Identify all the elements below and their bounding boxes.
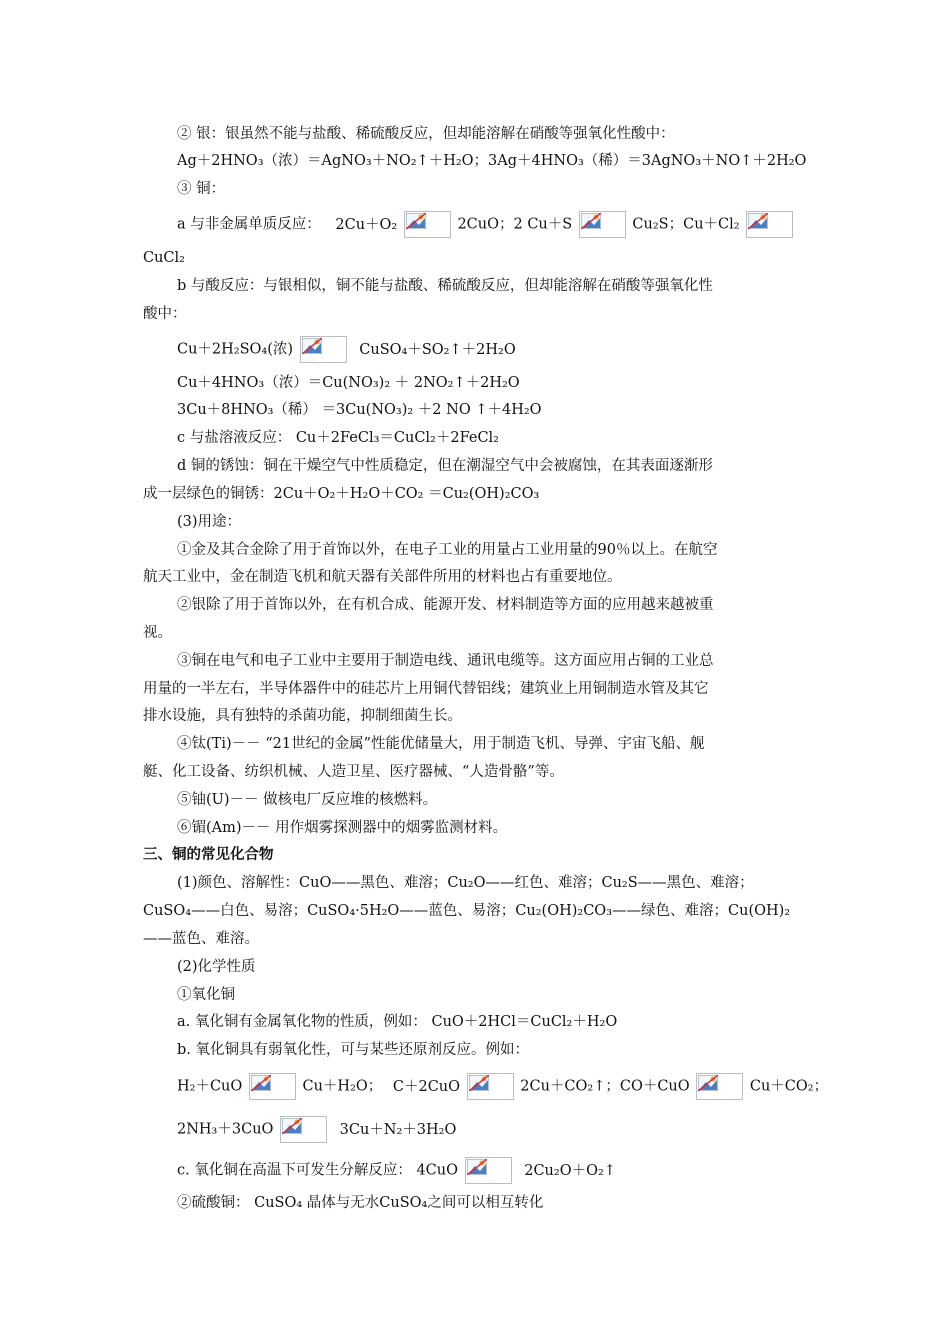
- eq-nh3-right: 3Cu＋N₂＋3H₂O: [339, 1121, 457, 1138]
- section3-p1-line3: ——蓝色、难溶。: [143, 931, 259, 947]
- eq-c-right: 2Cu＋CO₂↑；CO＋CuO: [520, 1078, 690, 1095]
- copper-b-line1: b 与酸反应：与银相似，铜不能与盐酸、稀硫酸反应，但却能溶解在硝酸等强氧化性: [177, 278, 713, 294]
- uses-2-line2: 视。: [143, 625, 172, 641]
- uses-1-line1: ①金及其合金除了用于首饰以外，在电子工业的用量占工业用量的90％以上。在航空: [177, 542, 718, 558]
- copper-a-eq2-right: Cu₂S；Cu＋Cl₂: [632, 216, 740, 233]
- nh3-line: [177, 1116, 456, 1143]
- uses-4-line2: 艇、化工设备、纺织机械、人造卫星、医疗器械、“人造骨骼”等。: [143, 764, 564, 780]
- uses-3-line1: ③铜在电气和电子工业中主要用于制造电线、通讯电缆等。这方面应用占铜的工业总: [177, 653, 714, 669]
- broken-image-icon: [465, 1157, 512, 1184]
- copper-a-label: a 与非金属单质反应：: [177, 216, 321, 233]
- broken-image-icon: [579, 211, 626, 238]
- eq-c-left: C＋2CuO: [392, 1078, 461, 1095]
- copper-a-eq1-right: 2CuO；2 Cu＋S: [457, 216, 573, 233]
- broken-image-icon: [300, 336, 347, 363]
- decomposition-right: 2Cu₂O＋O₂↑: [524, 1162, 616, 1179]
- section3-b-line: b. 氧化铜具有弱氧化性，可与某些还原剂反应。例如：: [177, 1042, 529, 1058]
- copper-b-eq1-right: CuSO₄＋SO₂↑＋2H₂O: [359, 341, 516, 358]
- decomposition-left: c. 氧化铜在高温下可发生分解反应： 4CuO: [177, 1162, 458, 1179]
- eq-h2-right: Cu＋H₂O；: [302, 1078, 383, 1095]
- broken-image-icon: [467, 1073, 514, 1100]
- broken-image-icon: [696, 1073, 743, 1100]
- section3-p4: ②硫酸铜： CuSO₄ 晶体与无水CuSO₄之间可以相互转化: [177, 1195, 544, 1211]
- eq-h2-left: H₂＋CuO: [177, 1078, 243, 1095]
- section3-p1-line1: (1)颜色、溶解性：CuO——黑色、难溶；Cu₂O——红色、难溶；Cu₂S——黑色、难溶；: [177, 875, 754, 891]
- section3-a-line: a. 氧化铜有金属氧化物的性质，例如： CuO＋2HCl＝CuCl₂＋H₂O: [177, 1014, 618, 1030]
- cuo-reduction-line: [177, 1073, 828, 1100]
- copper-b-eq1-left: Cu＋2H₂SO₄(浓): [177, 341, 294, 358]
- copper-a-line: [177, 211, 795, 238]
- copper-a-eq1-left: 2Cu＋O₂: [335, 216, 398, 233]
- section3-heading: 三、铜的常见化合物: [143, 846, 274, 863]
- uses-3-line3: 排水设施，具有独特的杀菌功能，抑制细菌生长。: [143, 708, 462, 724]
- copper-heading: ③ 铜：: [177, 181, 226, 197]
- section3-p2: (2)化学性质: [177, 959, 256, 975]
- broken-image-icon: [404, 211, 451, 238]
- copper-b-line2: 酸中：: [143, 306, 187, 322]
- broken-image-icon: [746, 211, 793, 238]
- copper-c-line: c 与盐溶液反应： Cu＋2FeCl₃＝CuCl₂＋2FeCl₂: [177, 430, 499, 446]
- broken-image-icon: [280, 1116, 327, 1143]
- uses-1-line2: 航天工业中，金在制造飞机和航天器有关部件所用的材料也占有重要地位。: [143, 569, 622, 585]
- uses-heading: (3)用途：: [177, 514, 242, 530]
- silver-heading: ② 银：银虽然不能与盐酸、稀硫酸反应，但却能溶解在硝酸等强氧化性酸中：: [177, 126, 675, 142]
- uses-2-line1: ②银除了用于首饰以外，在有机合成、能源开发、材料制造等方面的应用越来越被重: [177, 597, 714, 613]
- copper-d-line1: d 铜的锈蚀：铜在干燥空气中性质稳定，但在潮湿空气中会被腐蚀，在其表面逐渐形: [177, 458, 713, 474]
- copper-b-eq3: 3Cu＋8HNO₃（稀） ＝3Cu(NO₃)₂ ＋2 NO ↑＋4H₂O: [177, 402, 542, 418]
- section3-p3: ①氧化铜: [177, 987, 235, 1003]
- section3-p1-line2: CuSO₄——白色、易溶；CuSO₄·5H₂O——蓝色、易溶；Cu₂(OH)₂CO₃——绿色、难溶；Cu(OH)₂: [143, 903, 791, 919]
- uses-6: ⑥镅(Am)－－ 用作烟雾探测器中的烟雾监测材料。: [177, 820, 508, 836]
- broken-image-icon: [249, 1073, 296, 1100]
- uses-4-line1: ④钛(Ti)－－ “21世纪的金属”性能优储量大，用于制造飞机、导弹、宇宙飞船、舰: [177, 736, 705, 752]
- copper-b-eq1: [177, 336, 516, 363]
- copper-d-line2: 成一层绿色的铜锈：2Cu＋O₂＋H₂O＋CO₂ ＝Cu₂(OH)₂CO₃: [143, 486, 540, 502]
- eq-co-right: Cu＋CO₂；: [749, 1078, 829, 1095]
- decomposition-line: [177, 1157, 616, 1184]
- silver-equation: Ag＋2HNO₃（浓）＝AgNO₃＋NO₂↑＋H₂O；3Ag＋4HNO₃（稀）＝3AgNO₃＋NO↑＋2H₂O: [177, 153, 807, 169]
- uses-5: ⑤铀(U)－－ 做核电厂反应堆的核燃料。: [177, 792, 438, 808]
- uses-3-line2: 用量的一半左右，半导体器件中的硅芯片上用铜代替铝线；建筑业上用铜制造水管及其它: [143, 681, 709, 697]
- eq-nh3-left: 2NH₃＋3CuO: [177, 1121, 274, 1138]
- copper-b-eq2: Cu＋4HNO₃（浓）＝Cu(NO₃)₂ ＋ 2NO₂↑＋2H₂O: [177, 375, 520, 391]
- copper-a-eq3-product: CuCl₂: [143, 250, 185, 266]
